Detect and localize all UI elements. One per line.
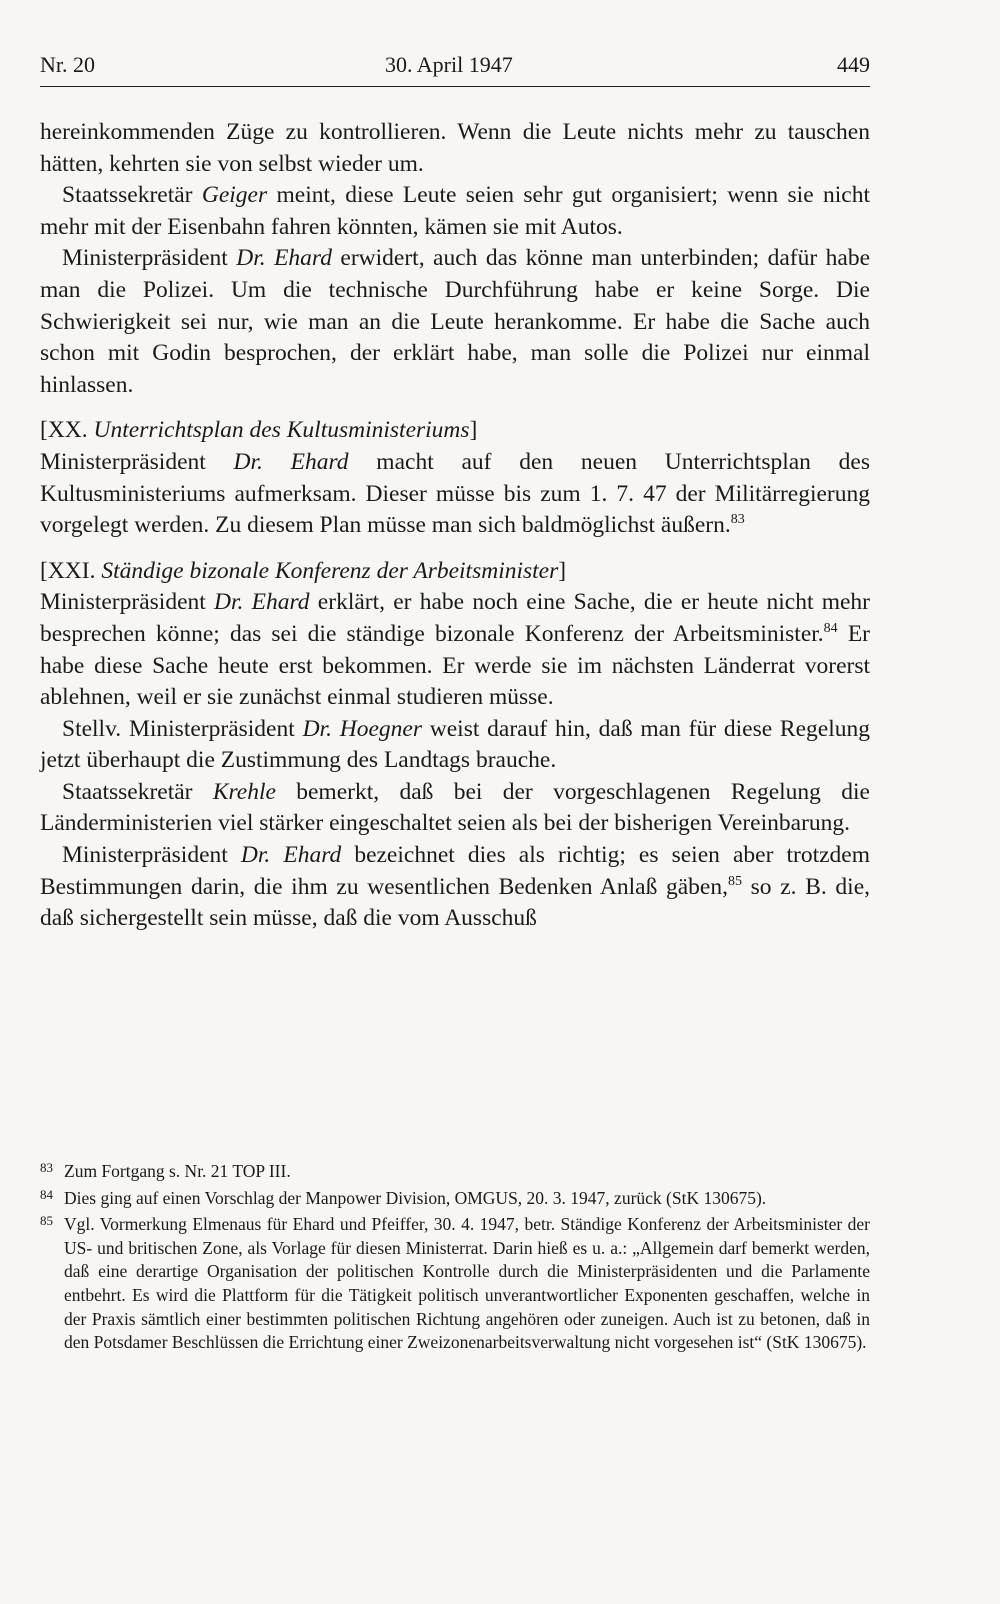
paragraph: Ministerpräsident Dr. Ehard macht auf den neuen Unterrichtsplan des Kultusministeriums aufmerksam. Dieser müsse bis zum 1. 7. 47 der Militärregierung vorgelegt werden. Zu diesem Plan müsse man sich baldmöglichst äußern.$^{83}$ [40,448,871,539]
footnote-number: 83 [40,1160,53,1175]
footnote [40,1187,870,1211]
paragraph: Stellv. Ministerpräsident Dr. Hoegner weist darauf hin, daß man für diese Regelung jetzt überhaupt die Zustimmung des Landtags brauche. [40,715,870,774]
header-date: 30. April 1947 [385,52,513,77]
speaker-name: Ehard [251,589,310,616]
speaker-name: Ehard [274,245,332,272]
footnote-text: Zum Fortgang s. Nr. 21 TOP III. [64,1161,291,1181]
document-number: Nr. 20 [40,52,95,77]
running-header [40,50,870,87]
main-text [40,117,870,935]
footnote-ref[interactable]: 83 [730,512,745,528]
page-number: 449 [837,52,870,77]
paragraph: Ministerpräsident Dr. Ehard bezeichnet dies als richtig; es seien aber trotzdem Bestimmungen darin, die ihm zu wesentlichen Bedenken Anlaß gäben,$^{85}$ so z. B. die, daß sichergestellt sein müsse, daß die vom Ausschuß [40,842,870,932]
footnote-ref[interactable]: 84 [823,621,838,637]
speaker-name: Ehard [283,842,342,869]
speaker-name: Ehard [290,448,349,475]
footnote [40,1160,870,1184]
paragraph: Ministerpräsident Dr. Ehard erklärt, er habe noch eine Sache, die er heute nicht mehr besprechen könne; das sei die ständige bizonale Konferenz der Arbeitsminister.$^{84}$ Er habe diese Sache heute erst bekommen. Er werde sie im nächsten Länderrat vorerst ablehnen, weil er sie zunächst einmal studieren müsse. [40,589,871,711]
footnote [40,1213,870,1355]
footnote-ref[interactable]: 85 [728,873,742,889]
speaker-name: Krehle [212,778,276,805]
speaker-name: Geiger [201,182,268,209]
paragraph: Staatssekretär Geiger meint, diese Leute seien sehr gut organisiert; wenn sie nicht mehr mit der Eisenbahn fahren könnten, kämen sie mit Autos. [40,182,870,240]
paragraph: Staatssekretär Krehle bemerkt, daß bei der vorgeschlagenen Regelung die Länderministerien viel stärker eingeschaltet seien als bei der bisherigen Vereinbarung. [40,778,870,837]
footnote-number: 84 [40,1186,53,1202]
speaker-name: Hoegner [339,715,422,742]
footnote-text: Vgl. Vormerkung Elmenaus für Ehard und Pfeiffer, 30. 4. 1947, betr. Ständige Konferenz der Arbeitsminister der US- und britischen Zone, als Vorlage für diesen Ministerrat. Darin hieß es u. a.: „Allgemein darf bemerkt werden, daß eine derartige Organisation der politischen Kontrolle durch die Ministerpräsidenten und die Parlamente entbehrt. Es wird die Plattform für die Tätigkeit politisch unverantwortlicher Exponenten geschaffen, welche in der Praxis sämtlich einer bestimmten politischen Richtung angehören oder zuneigen. Auch ist zu betonen, daß in den Potsdamer Beschlüssen die Errichtung einer Zweizonenarbeitsverwaltung nicht vorgesehen ist“ (StK 130675). [64,1214,870,1353]
footnote-number: 85 [40,1213,53,1229]
footnote-text: Dies ging auf einen Vorschlag der Manpower Division, OMGUS, 20. 3. 1947, zurück (StK 130675). [64,1187,767,1208]
section-heading: [XXI. Ständige bizonale Konferenz der Arbeitsminister] [40,557,567,584]
paragraph: Ministerpräsident Dr. Ehard erwidert, auch das könne man unterbinden; dafür habe man die Polizei. Um die technische Durchführung habe er keine Sorge. Die Schwierigkeit sei nur, wie man an die Leute herankomme. Er habe die Sache auch schon mit Godin besprochen, der erklärt habe, man solle die Polizei nur einmal hinlassen. [40,245,871,398]
section-heading: [XX. Unterrichtsplan des Kultusministeriums] [40,417,478,444]
footnotes [40,1160,870,1358]
paragraph: hereinkommenden Züge zu kontrollieren. Wenn die Leute nichts mehr zu tauschen hätten, kehrten sie von selbst wieder um. [40,119,870,177]
